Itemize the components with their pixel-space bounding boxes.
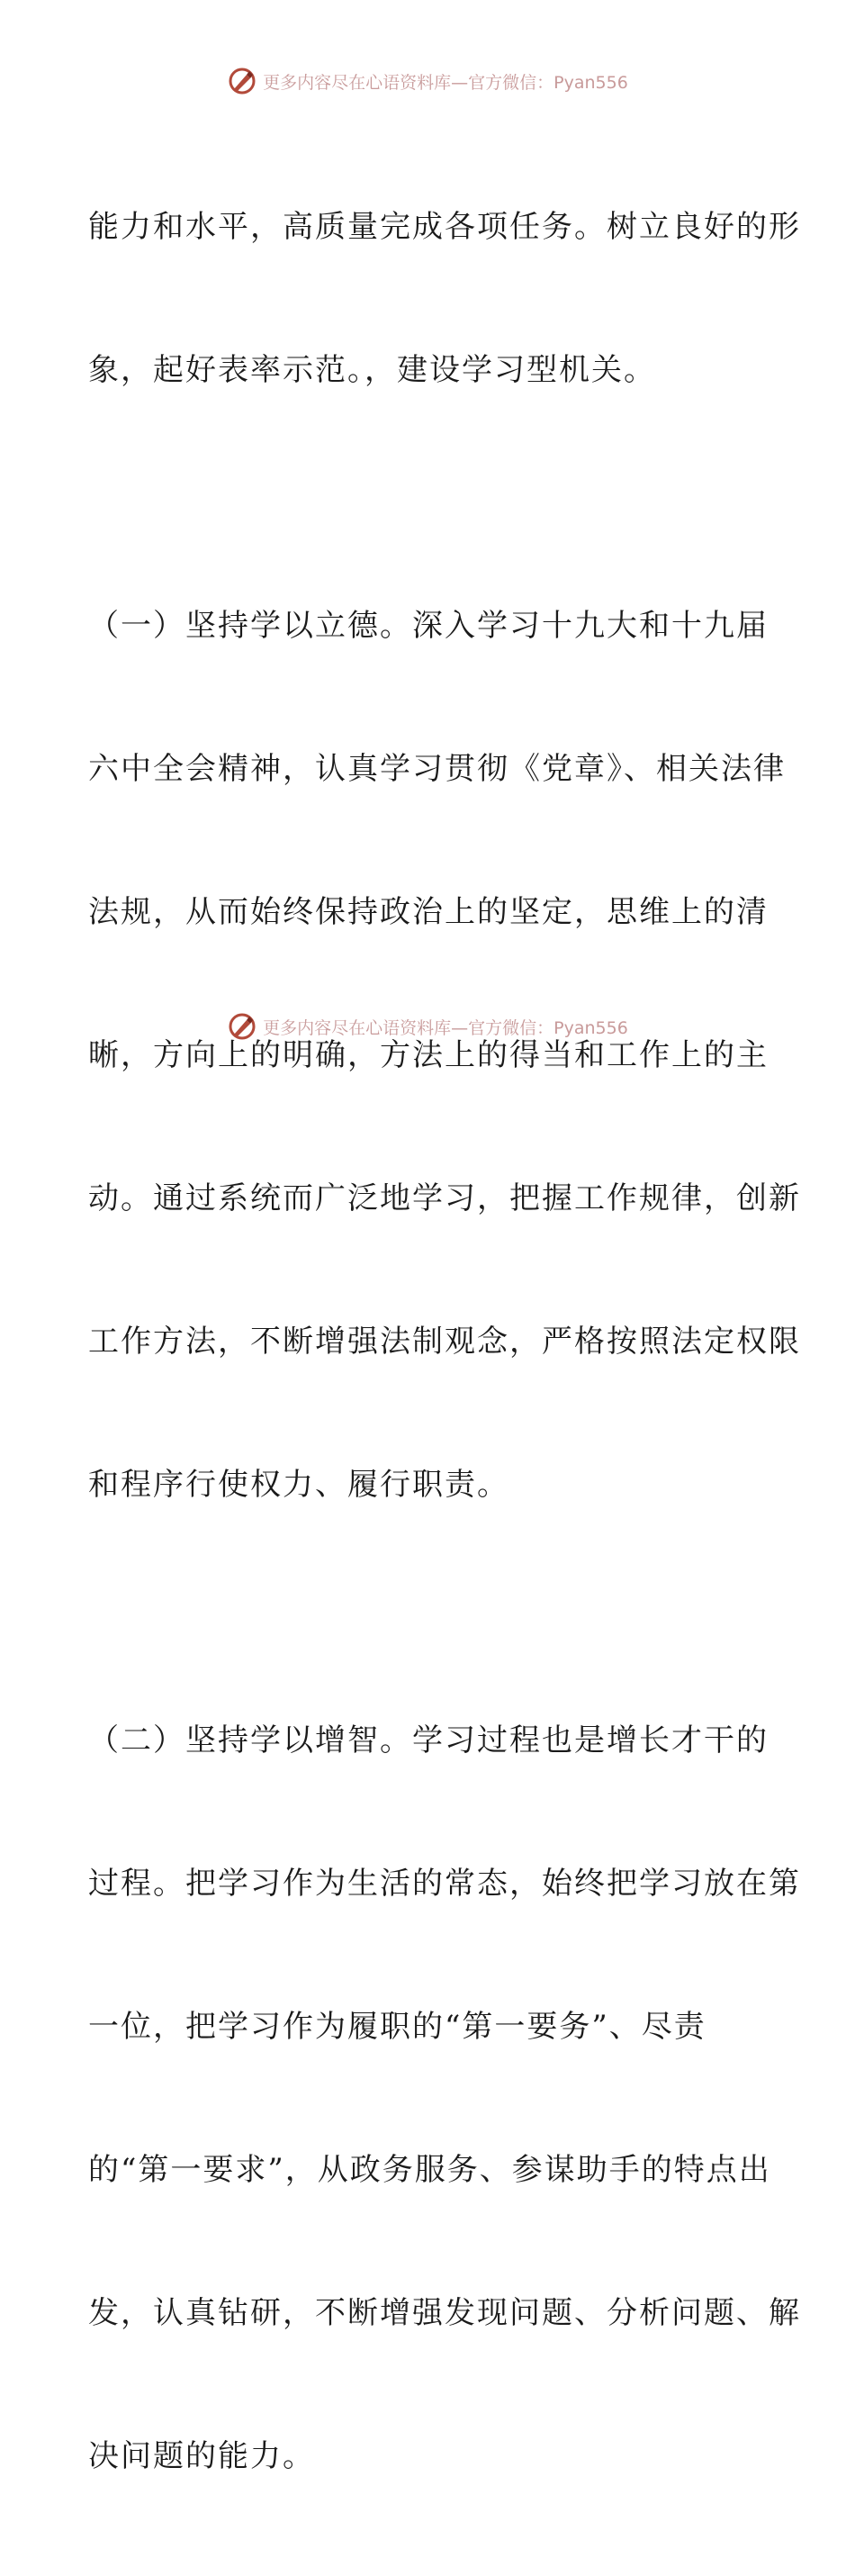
- text-line: 的“第一要求”，从政务服务、参谋助手的特点出: [88, 2152, 771, 2188]
- document-body: [88, 108, 801, 2576]
- pen-nib-circle-icon: [227, 66, 257, 96]
- text-line: （一）坚持学以立德。深入学习十九大和十九届: [88, 608, 769, 644]
- text-line: 动。通过系统而广泛地学习，把握工作规律，创新: [88, 1180, 801, 1216]
- text-line: 过程。把学习作为生活的常态，始终把学习放在第: [88, 1866, 801, 1902]
- paragraph-section-one: [88, 507, 801, 1604]
- text-line: 一位，把学习作为履职的“第一要务”、尽责: [88, 2009, 706, 2045]
- pen-nib-circle-icon: [227, 1011, 257, 1042]
- paragraph-section-two: [88, 1622, 801, 2576]
- footer-watermark-text: 更多内容尽在心语资料库—官方微信：Pyan556: [263, 1017, 628, 1038]
- text-line: 象，起好表率示范。，建设学习型机关。: [88, 352, 656, 388]
- text-line: 决问题的能力。: [88, 2438, 315, 2474]
- text-line: 晰，方向上的明确，方法上的得当和工作上的主: [88, 1037, 769, 1073]
- header-watermark-banner: [0, 63, 855, 99]
- header-watermark-text: 更多内容尽在心语资料库—官方微信：Pyan556: [263, 72, 628, 93]
- text-line: 和程序行使权力、履行职责。: [88, 1467, 509, 1503]
- footer-watermark-banner: [0, 1008, 855, 1044]
- paragraph-intro: [88, 108, 801, 490]
- text-line: （二）坚持学以增智。学习过程也是增长才干的: [88, 1722, 769, 1758]
- text-line: 工作方法，不断增强法制观念，严格按照法定权限: [88, 1324, 801, 1360]
- text-line: 能力和水平，高质量完成各项任务。树立良好的形: [88, 209, 801, 245]
- text-line: 发，认真钻研，不断增强发现问题、分析问题、解: [88, 2295, 801, 2331]
- text-line: 六中全会精神，认真学习贯彻《党章》、相关法律: [88, 751, 786, 787]
- text-line: 法规，从而始终保持政治上的坚定，思维上的清: [88, 894, 769, 930]
